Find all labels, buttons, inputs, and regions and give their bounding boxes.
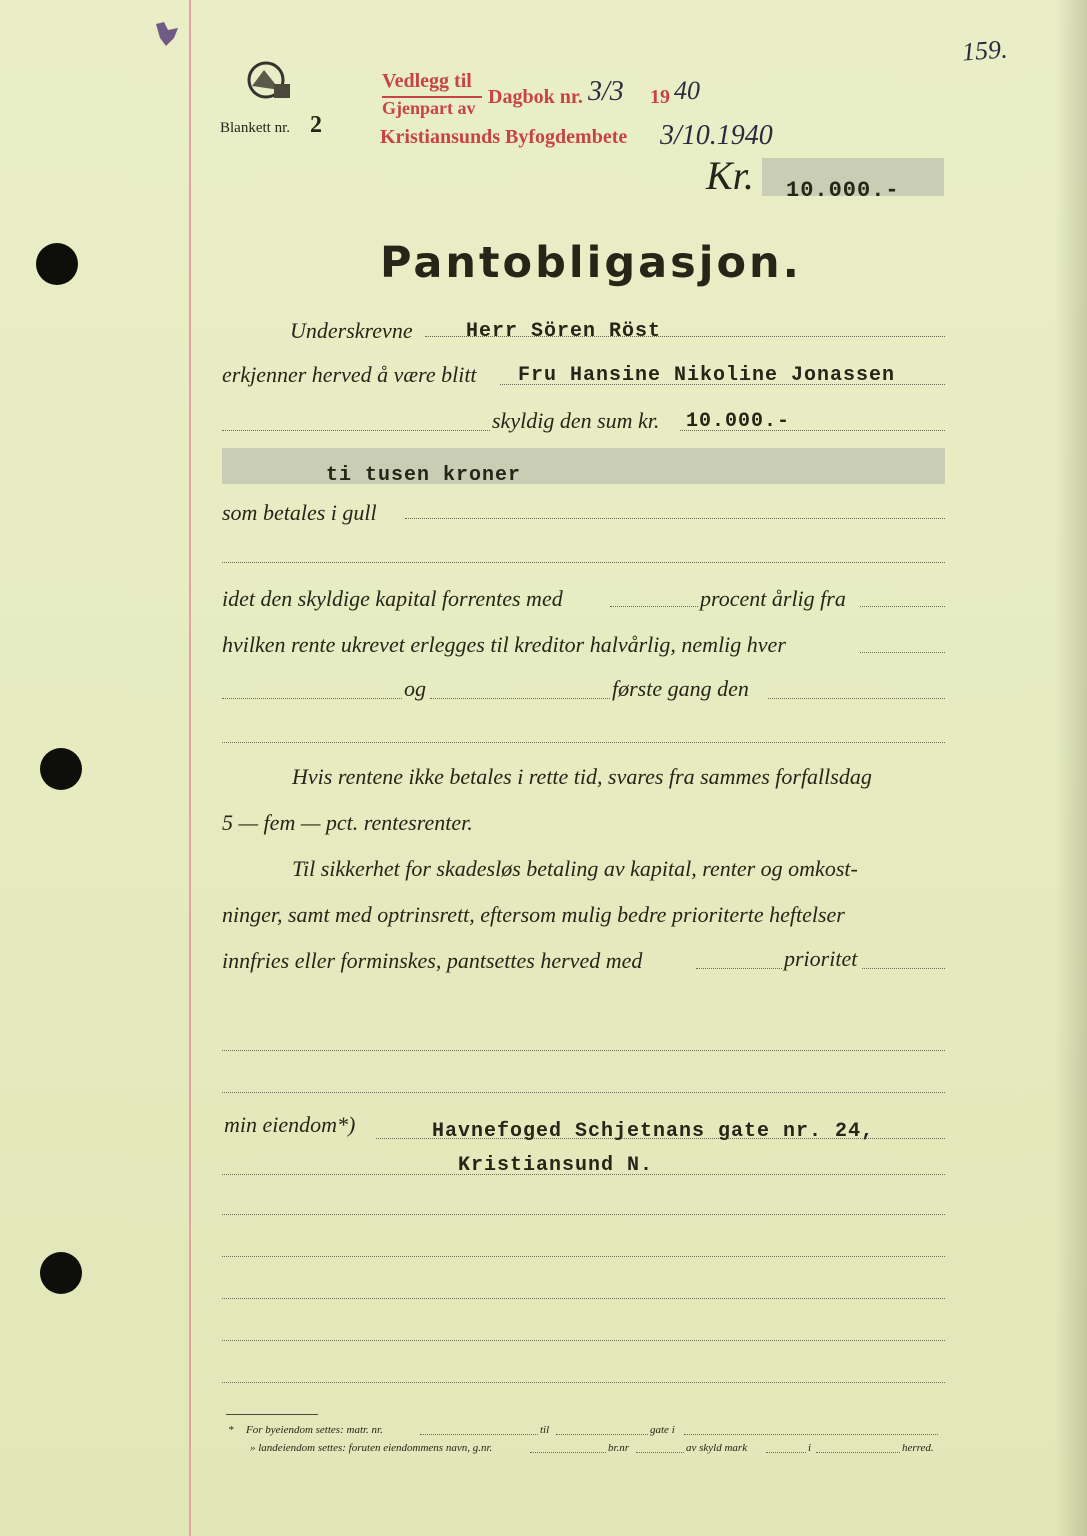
blank-line-4 bbox=[222, 1092, 945, 1093]
footnote-line2-a: » landeiendom settes: foruten eiendommens navn, g.nr. bbox=[250, 1442, 493, 1454]
year-prefix: 19 bbox=[650, 86, 670, 108]
form-label: Blankett nr. bbox=[220, 120, 290, 136]
blank-line-1 bbox=[222, 562, 945, 563]
interest-text-3a: og bbox=[404, 676, 426, 701]
footnote-line2-e: herred. bbox=[902, 1442, 934, 1454]
late-text-1: Hvis rentene ikke betales i rette tid, svares fra sammes forfallsdag bbox=[292, 764, 872, 789]
sum-value: 10.000.- bbox=[686, 410, 791, 433]
interest-from-line bbox=[860, 606, 945, 607]
blank-line-7 bbox=[222, 1298, 945, 1299]
stamp-line1: Vedlegg til bbox=[382, 70, 472, 92]
footnote-line1-dots-c bbox=[684, 1434, 938, 1435]
footnote-line1-dots-b bbox=[556, 1434, 648, 1435]
priority-line bbox=[696, 968, 782, 969]
blank-line-9 bbox=[222, 1382, 945, 1383]
footnote-line1-a: For byeiendom settes: matr. nr. bbox=[246, 1424, 383, 1436]
sum-words: ti tusen kroner bbox=[326, 464, 522, 487]
priority-trailing-line bbox=[862, 968, 945, 969]
handwritten-date: 3/10.1940 bbox=[660, 120, 773, 151]
amount-label: Kr. bbox=[706, 153, 754, 198]
footnote-line1-dots-a bbox=[420, 1434, 538, 1435]
dagbok-number: 3/3 bbox=[588, 76, 624, 107]
blank-line-5 bbox=[222, 1214, 945, 1215]
footnote-line2-dots-b bbox=[636, 1452, 684, 1453]
late-text-2: 5 — fem — pct. rentesrenter. bbox=[222, 810, 473, 835]
interest-text-1b: procent årlig fra bbox=[700, 586, 846, 611]
stamp-line2: Gjenpart av bbox=[382, 98, 476, 118]
interest-first-line bbox=[768, 698, 945, 699]
blank-line-3 bbox=[222, 1050, 945, 1051]
sum-label: skyldig den sum kr. bbox=[492, 408, 660, 433]
security-text-2: ninger, samt med optrinsrett, eftersom mulig bedre prioriterte heftelser bbox=[222, 902, 845, 927]
interest-date2-line bbox=[430, 698, 610, 699]
document-title: Pantobligasjon. bbox=[380, 238, 802, 288]
interest-text-1a: idet den skyldige kapital forrentes med bbox=[222, 586, 563, 611]
payable-line bbox=[405, 518, 945, 519]
footnote-line2-dots-d bbox=[816, 1452, 900, 1453]
interest-rate-line bbox=[610, 606, 698, 607]
ink-mark-icon bbox=[150, 18, 186, 50]
punch-hole-middle bbox=[40, 748, 82, 790]
stamp-office: Kristiansunds Byfogdembete bbox=[380, 126, 628, 148]
interest-text-3b: første gang den bbox=[612, 676, 749, 701]
stamp-dagbok-label: Dagbok nr. bbox=[488, 86, 583, 108]
sum-leading-line bbox=[222, 430, 490, 431]
page-number: 159. bbox=[961, 34, 1009, 67]
page-edge-shadow bbox=[1055, 0, 1087, 1536]
interest-date1-line bbox=[222, 698, 402, 699]
property-label: min eiendom*) bbox=[224, 1112, 356, 1137]
footnote-line1-b: til bbox=[540, 1424, 550, 1436]
security-text-3b: prioritet bbox=[784, 946, 858, 971]
blank-line-6 bbox=[222, 1256, 945, 1257]
security-text-3a: innfries eller forminskes, pantsettes herved med bbox=[222, 948, 643, 973]
footnote-line2-c: av skyld mark bbox=[686, 1442, 748, 1454]
footnote-line1-c: gate i bbox=[650, 1424, 675, 1436]
footnote-line2-dots-a bbox=[530, 1452, 606, 1453]
interest-text-2: hvilken rente ukrevet erlegges til kreditor halvårlig, nemlig hver bbox=[222, 632, 786, 657]
publisher-logo-icon bbox=[240, 56, 300, 108]
property-address-2: Kristiansund N. bbox=[458, 1154, 654, 1177]
punch-hole-bottom bbox=[40, 1252, 82, 1294]
blank-line-8 bbox=[222, 1340, 945, 1341]
undersigned-value: Herr Sören Röst bbox=[466, 320, 662, 343]
punch-hole-top bbox=[36, 243, 78, 285]
security-text-1: Til sikkerhet for skadesløs betaling av kapital, renter og omkost- bbox=[292, 856, 858, 881]
form-number: 2 bbox=[310, 112, 322, 138]
creditor-label: erkjenner herved å være blitt bbox=[222, 362, 477, 387]
year-suffix: 40 bbox=[674, 76, 700, 105]
margin-line bbox=[189, 0, 191, 1536]
interest-when-line bbox=[860, 652, 945, 653]
footnote-line2-dots-c bbox=[766, 1452, 806, 1453]
footnote-line2-b: br.nr bbox=[608, 1442, 630, 1454]
blank-line-2 bbox=[222, 742, 945, 743]
amount-value: 10.000.- bbox=[786, 178, 900, 203]
footnote-rule bbox=[226, 1414, 318, 1415]
creditor-value: Fru Hansine Nikoline Jonassen bbox=[518, 364, 896, 387]
property-address-1: Havnefoged Schjetnans gate nr. 24, bbox=[432, 1120, 875, 1143]
footnote-line2-d: i bbox=[808, 1442, 812, 1454]
undersigned-label: Underskrevne bbox=[290, 318, 413, 343]
payable-label: som betales i gull bbox=[222, 500, 377, 525]
